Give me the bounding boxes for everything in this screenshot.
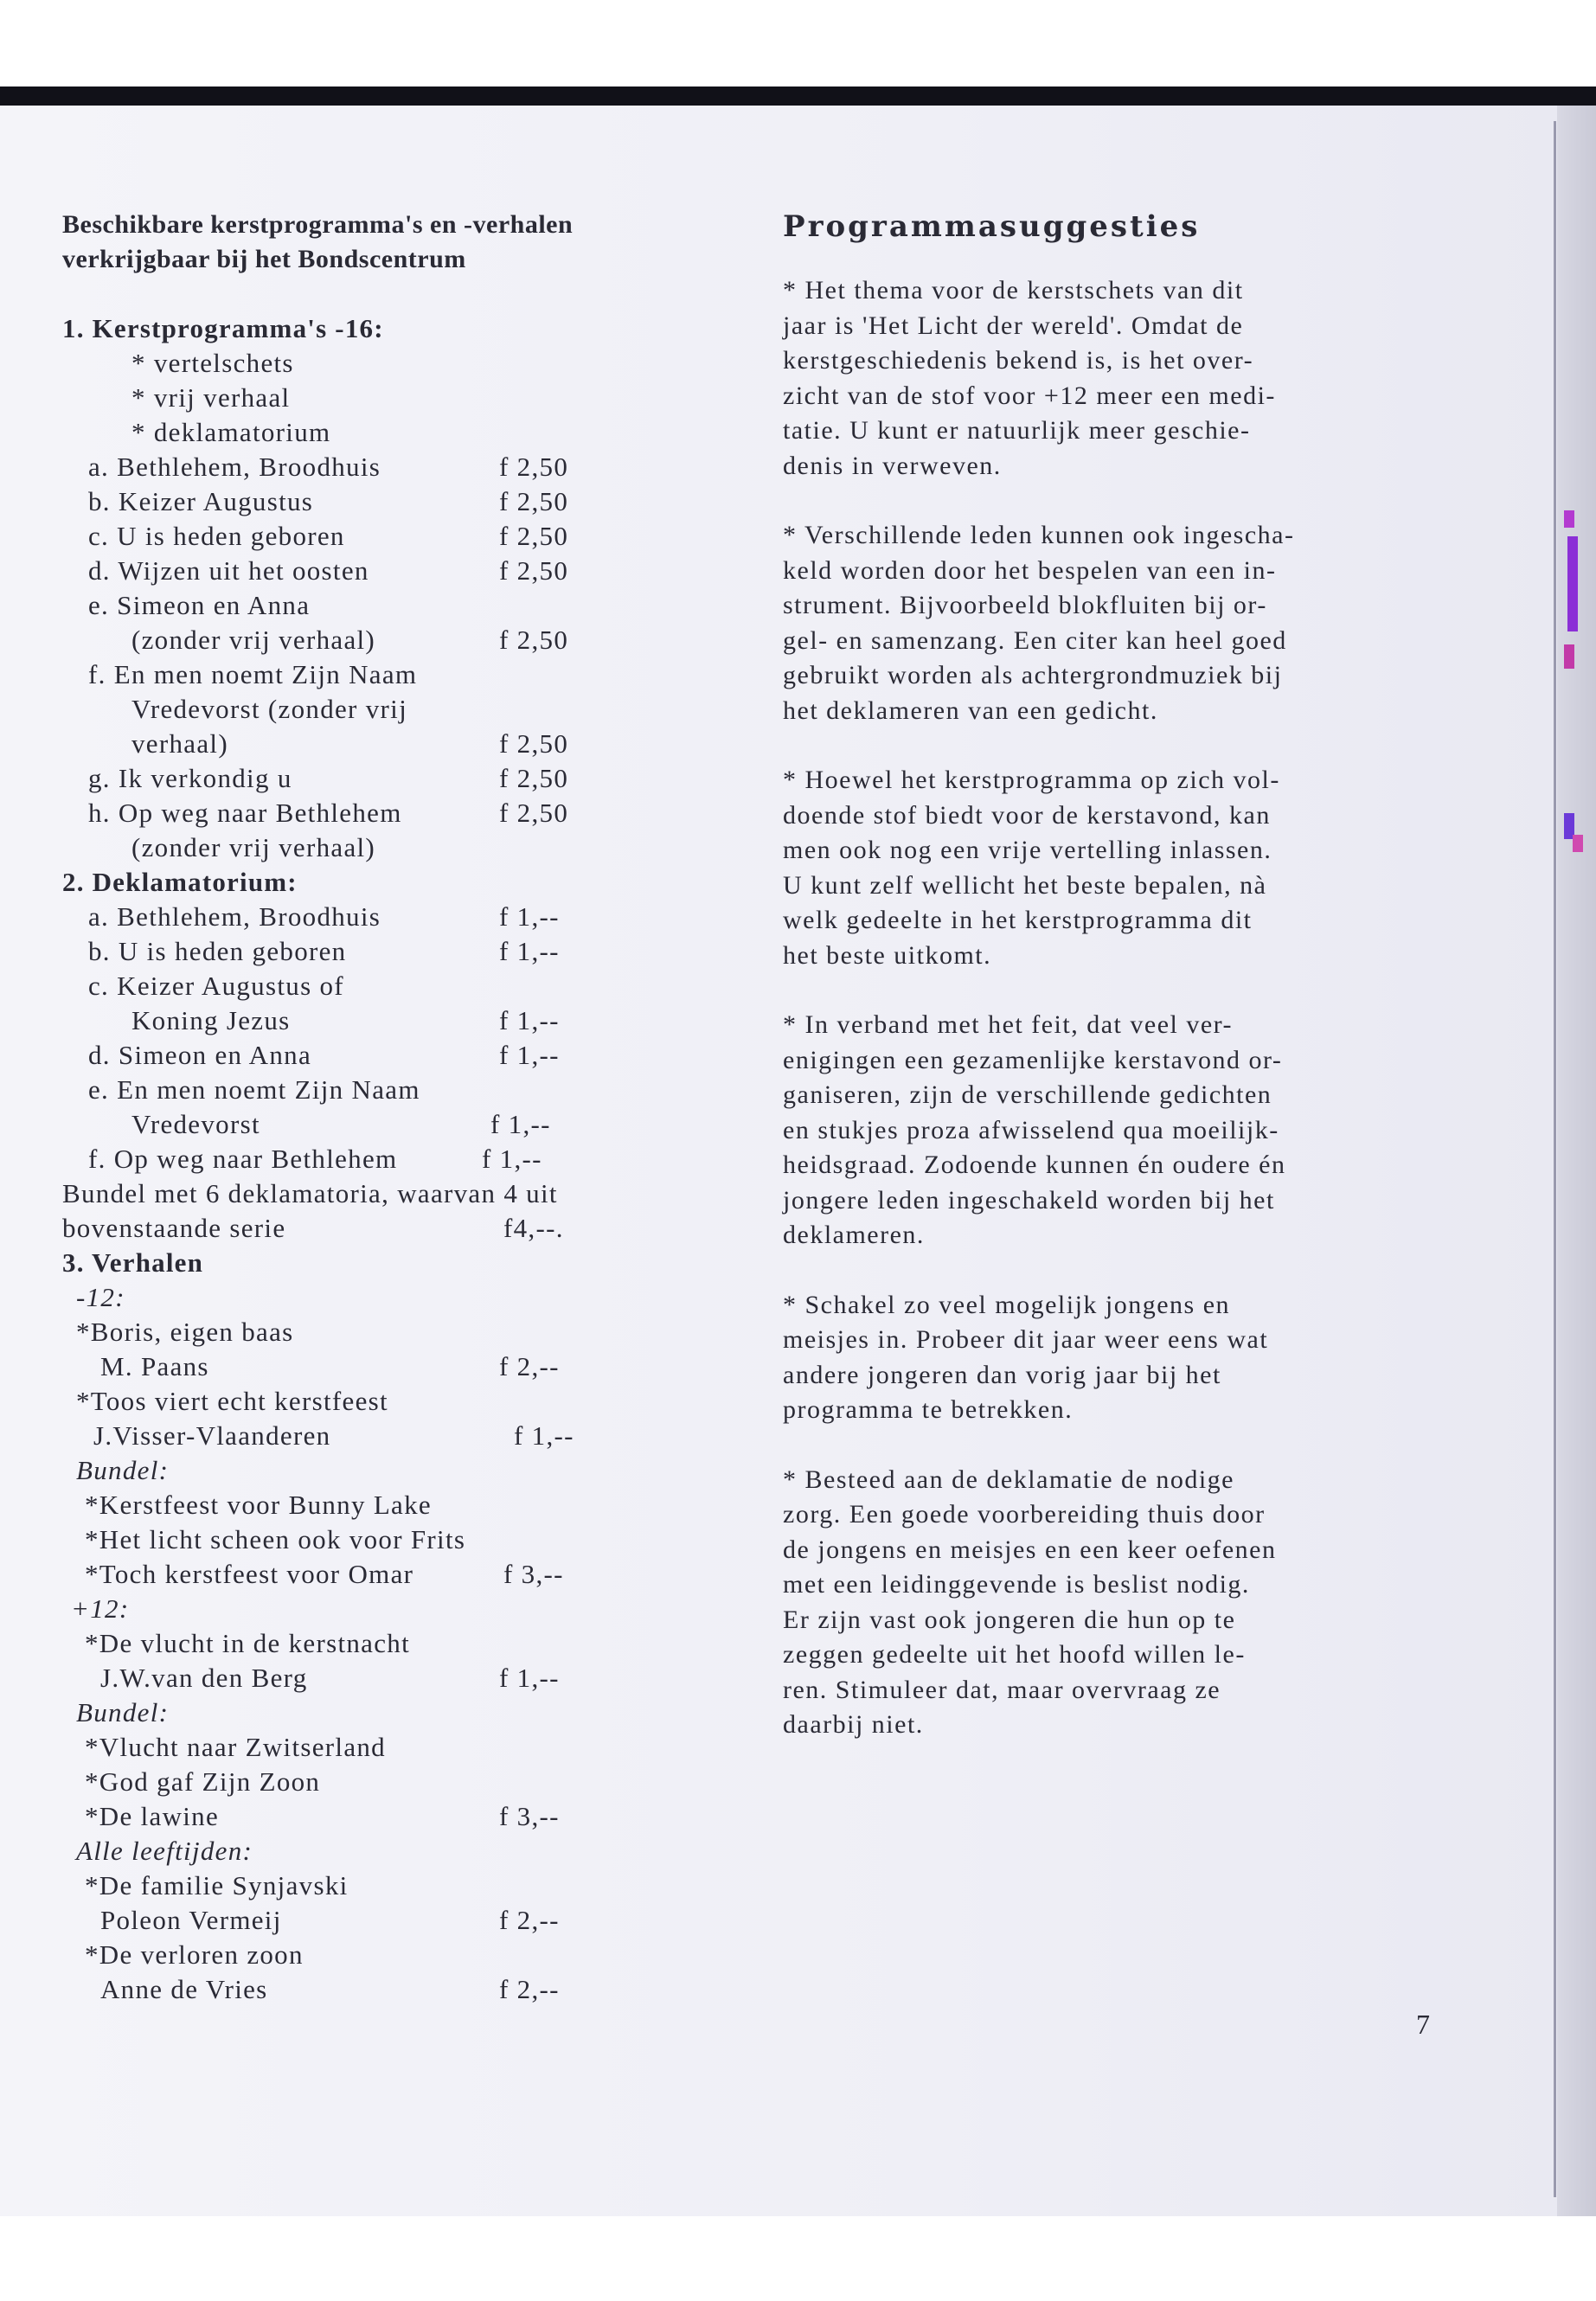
- paragraph-line: gebruikt worden als achtergrondmuziek bij: [783, 661, 1283, 689]
- program-line: [62, 1419, 702, 1453]
- price: f 1,--: [482, 1144, 542, 1174]
- program-line: [62, 1661, 702, 1695]
- paragraph-line: zicht van de stof voor +12 meer een medi-: [783, 381, 1276, 410]
- paragraph-line: de jongens en meisjes en een keer oefenen: [783, 1535, 1277, 1564]
- paragraph-line: jaar is 'Het Licht der wereld'. Omdat de: [783, 311, 1244, 340]
- program-title: c. Keizer Augustus of: [88, 971, 344, 1001]
- paragraph-line: deklameren.: [783, 1221, 925, 1249]
- program-line: [62, 1695, 702, 1730]
- page-edge: [1557, 106, 1596, 2216]
- paragraph-line: meisjes in. Probeer dit jaar weer eens wat: [783, 1325, 1269, 1354]
- heading-line: verkrijgbaar bij het Bondscentrum: [62, 245, 466, 273]
- program-title: *Het licht scheen ook voor Frits: [85, 1524, 466, 1554]
- program-title: Bundel met 6 deklamatoria, waarvan 4 uit: [62, 1178, 558, 1208]
- program-line: [62, 1211, 702, 1246]
- program-line: [62, 1903, 702, 1938]
- program-title: e. En men noemt Zijn Naam: [88, 1074, 420, 1105]
- price: f 1,--: [499, 1663, 560, 1693]
- program-line: [62, 484, 702, 519]
- program-line: [62, 1488, 702, 1522]
- paragraph-line: enigingen een gezamenlijke kerstavond or-: [783, 1045, 1283, 1074]
- program-title: J.W.van den Berg: [100, 1663, 308, 1693]
- program-title: bovenstaande serie: [62, 1213, 286, 1243]
- price: f 1,--: [499, 936, 560, 966]
- price: f 2,50: [499, 521, 569, 551]
- program-line: [62, 1038, 702, 1073]
- suggestion-paragraph: [783, 1463, 1406, 1743]
- paragraph-line: andere jongeren dan vorig jaar bij het: [783, 1360, 1221, 1389]
- program-line: [62, 1315, 702, 1349]
- program-title: verhaal): [131, 728, 228, 759]
- program-title: *Toos viert echt kerstfeest: [76, 1386, 388, 1416]
- program-line: [62, 1626, 702, 1661]
- program-title: (zonder vrij verhaal): [131, 625, 376, 655]
- available-programs-heading: [62, 208, 702, 277]
- program-line: [62, 519, 702, 554]
- paragraph-line: daarbij niet.: [783, 1710, 924, 1739]
- price: f 2,50: [499, 728, 569, 759]
- price: f 2,50: [499, 625, 569, 655]
- color-mark: [1564, 510, 1574, 528]
- paragraph-line: men ook nog een vrije vertelling inlassen.: [783, 836, 1272, 864]
- program-line: [62, 311, 702, 346]
- paragraph-line: * Hoewel het kerstprogramma op zich vol-: [783, 766, 1280, 794]
- program-title: * vertelschets: [131, 348, 294, 378]
- paragraph-line: strument. Bijvoorbeeld blokfluiten bij or-: [783, 591, 1267, 619]
- program-title: *De lawine: [85, 1801, 220, 1831]
- program-line: [62, 900, 702, 934]
- program-title: * deklamatorium: [131, 417, 331, 447]
- program-line: [62, 692, 702, 727]
- program-title: Anne de Vries: [100, 1974, 268, 2004]
- available-programs-column: [62, 208, 702, 2007]
- program-title: d. Simeon en Anna: [88, 1040, 312, 1070]
- program-title: *De familie Synjavski: [85, 1870, 349, 1900]
- program-line: [62, 1868, 702, 1903]
- page-fold-line: [1554, 121, 1556, 2197]
- program-title: Vredevorst (zonder vrij: [131, 694, 407, 724]
- program-title: f. Op weg naar Bethlehem: [88, 1144, 398, 1174]
- price: f 2,50: [499, 452, 569, 482]
- price: f 2,50: [499, 555, 569, 586]
- price: f4,--.: [503, 1213, 564, 1243]
- program-line: [62, 450, 702, 484]
- price: f 2,--: [499, 1905, 560, 1935]
- program-title: h. Op weg naar Bethlehem: [88, 798, 402, 828]
- price: f 1,--: [514, 1420, 574, 1451]
- program-title: *Kerstfeest voor Bunny Lake: [85, 1490, 432, 1520]
- paragraph-line: keld worden door het bespelen van een in-: [783, 555, 1277, 585]
- price: f 3,--: [503, 1559, 564, 1589]
- program-title: g. Ik verkondig u: [88, 763, 292, 793]
- program-title: a. Bethlehem, Broodhuis: [88, 452, 381, 482]
- paragraph-line: ganiseren, zijn de verschillende gedichten: [783, 1080, 1272, 1109]
- suggestions-heading: Programmasuggesties: [783, 209, 1201, 244]
- program-title: -12:: [76, 1282, 125, 1312]
- program-line: [62, 1522, 702, 1557]
- program-title: Poleon Vermeij: [100, 1905, 282, 1935]
- paragraph-line: U kunt zelf wellicht het beste bepalen, nà: [783, 870, 1267, 900]
- program-title: *Toch kerstfeest voor Omar: [85, 1559, 414, 1589]
- suggestion-paragraph: [783, 1008, 1406, 1253]
- paragraph-line: programma te betrekken.: [783, 1395, 1074, 1424]
- program-line: [62, 761, 702, 796]
- program-title: b. Keizer Augustus: [88, 486, 314, 516]
- program-title: Bundel:: [76, 1455, 170, 1485]
- program-title: * vrij verhaal: [131, 382, 291, 413]
- program-title: Bundel:: [76, 1697, 170, 1727]
- program-title: *De vlucht in de kerstnacht: [85, 1628, 410, 1658]
- price: f 1,--: [499, 901, 560, 932]
- program-list: [62, 311, 702, 2007]
- price: f 2,50: [499, 798, 569, 828]
- program-title: c. U is heden geboren: [88, 521, 345, 551]
- program-title: *Boris, eigen baas: [76, 1317, 294, 1347]
- paragraph-line: * Het thema voor de kerstschets van dit: [783, 276, 1244, 304]
- program-line: [62, 1557, 702, 1592]
- paragraph-line: met een leidinggevende is beslist nodig.: [783, 1570, 1250, 1599]
- paragraph-line: tatie. U kunt er natuurlijk meer geschie-: [783, 416, 1251, 445]
- program-line: [62, 657, 702, 692]
- suggestion-paragraph: [783, 1288, 1406, 1428]
- program-line: [62, 1003, 702, 1038]
- program-line: [62, 830, 702, 865]
- program-line: [62, 969, 702, 1003]
- program-line: [62, 1107, 702, 1142]
- program-line: [62, 1073, 702, 1107]
- paragraph-line: heidsgraad. Zodoende kunnen én oudere én: [783, 1150, 1286, 1179]
- price: f 2,--: [499, 1974, 560, 2004]
- program-title: a. Bethlehem, Broodhuis: [88, 901, 381, 932]
- program-title: 1. Kerstprogramma's -16:: [62, 313, 384, 343]
- color-mark: [1573, 835, 1583, 852]
- paragraph-line: * Besteed aan de deklamatie de nodige: [783, 1465, 1234, 1494]
- program-title: Vredevorst: [131, 1109, 260, 1139]
- price: f 2,50: [499, 763, 569, 793]
- program-title: d. Wijzen uit het oosten: [88, 555, 369, 586]
- program-line: [62, 1384, 702, 1419]
- program-line: [62, 1730, 702, 1765]
- price: f 1,--: [499, 1005, 560, 1035]
- program-title: *De verloren zoon: [85, 1939, 304, 1970]
- program-title: Koning Jezus: [131, 1005, 291, 1035]
- program-line: [62, 1246, 702, 1280]
- paragraph-line: het beste uitkomt.: [783, 940, 992, 970]
- paragraph-line: Er zijn vast ook jongeren die hun op te: [783, 1605, 1236, 1634]
- program-line: [62, 865, 702, 900]
- program-line: [62, 1453, 702, 1488]
- paragraph-line: het deklameren van een gedicht.: [783, 695, 1158, 725]
- program-title: 3. Verhalen: [62, 1247, 204, 1278]
- program-line: [62, 1834, 702, 1868]
- program-title: e. Simeon en Anna: [88, 590, 311, 620]
- program-title: f. En men noemt Zijn Naam: [88, 659, 418, 689]
- program-line: [62, 1799, 702, 1834]
- program-title: *Vlucht naar Zwitserland: [85, 1732, 386, 1762]
- paragraph-line: ren. Stimuleer dat, maar overvraag ze: [783, 1675, 1221, 1704]
- suggestions-body: [783, 273, 1406, 1743]
- program-line: [62, 588, 702, 623]
- program-line: [62, 1280, 702, 1315]
- program-line: [62, 1142, 702, 1176]
- paragraph-line: * In verband met het feit, dat veel ver-: [783, 1010, 1234, 1039]
- price: f 2,--: [499, 1351, 560, 1381]
- program-line: [62, 1592, 702, 1626]
- paragraph-line: jongere leden ingeschakeld worden bij het: [783, 1185, 1275, 1215]
- color-mark: [1564, 644, 1574, 669]
- suggestions-column: [783, 208, 1406, 1778]
- page-number: 7: [1416, 2009, 1430, 2040]
- suggestion-paragraph: [783, 763, 1406, 973]
- program-line: [62, 1349, 702, 1384]
- program-line: [62, 381, 702, 415]
- paragraph-line: denis in verweven.: [783, 451, 1002, 480]
- program-line: [62, 1972, 702, 2007]
- price: f 1,--: [490, 1109, 551, 1139]
- program-line: [62, 796, 702, 830]
- suggestion-paragraph: [783, 518, 1406, 728]
- program-line: [62, 623, 702, 657]
- program-title: +12:: [71, 1593, 130, 1624]
- suggestion-paragraph: [783, 273, 1406, 484]
- program-line: [62, 934, 702, 969]
- paragraph-line: doende stof biedt voor de kerstavond, kan: [783, 800, 1271, 830]
- program-line: [62, 415, 702, 450]
- program-title: J.Visser-Vlaanderen: [93, 1420, 331, 1451]
- paragraph-line: gel- en samenzang. Een citer kan heel goed: [783, 625, 1287, 655]
- paragraph-line: en stukjes proza afwisselend qua moeilijk-: [783, 1115, 1279, 1144]
- program-title: Alle leeftijden:: [76, 1836, 253, 1866]
- heading-line: Beschikbare kerstprogramma's en -verhalen: [62, 210, 574, 239]
- paragraph-line: welk gedeelte in het kerstprogramma dit: [783, 906, 1253, 934]
- program-line: [62, 346, 702, 381]
- paragraph-line: zeggen gedeelte uit het hoofd willen le-: [783, 1640, 1246, 1669]
- program-title: b. U is heden geboren: [88, 936, 347, 966]
- program-line: [62, 554, 702, 588]
- program-title: *God gaf Zijn Zoon: [85, 1766, 321, 1797]
- paragraph-line: * Schakel zo veel mogelijk jongens en: [783, 1290, 1231, 1319]
- price: f 3,--: [499, 1801, 560, 1831]
- paragraph-line: kerstgeschiedenis bekend is, is het over-: [783, 346, 1254, 375]
- scan-top-border: [0, 87, 1596, 106]
- program-title: M. Paans: [100, 1351, 209, 1381]
- paragraph-line: zorg. Een goede voorbereiding thuis door: [783, 1500, 1266, 1529]
- price: f 2,50: [499, 486, 569, 516]
- program-line: [62, 727, 702, 761]
- paragraph-line: * Verschillende leden kunnen ook ingescha-: [783, 521, 1295, 549]
- program-title: 2. Deklamatorium:: [62, 867, 298, 897]
- color-mark: [1567, 536, 1578, 631]
- price: f 1,--: [499, 1040, 560, 1070]
- program-line: [62, 1176, 702, 1211]
- program-line: [62, 1765, 702, 1799]
- program-title: (zonder vrij verhaal): [131, 832, 376, 862]
- program-line: [62, 1938, 702, 1972]
